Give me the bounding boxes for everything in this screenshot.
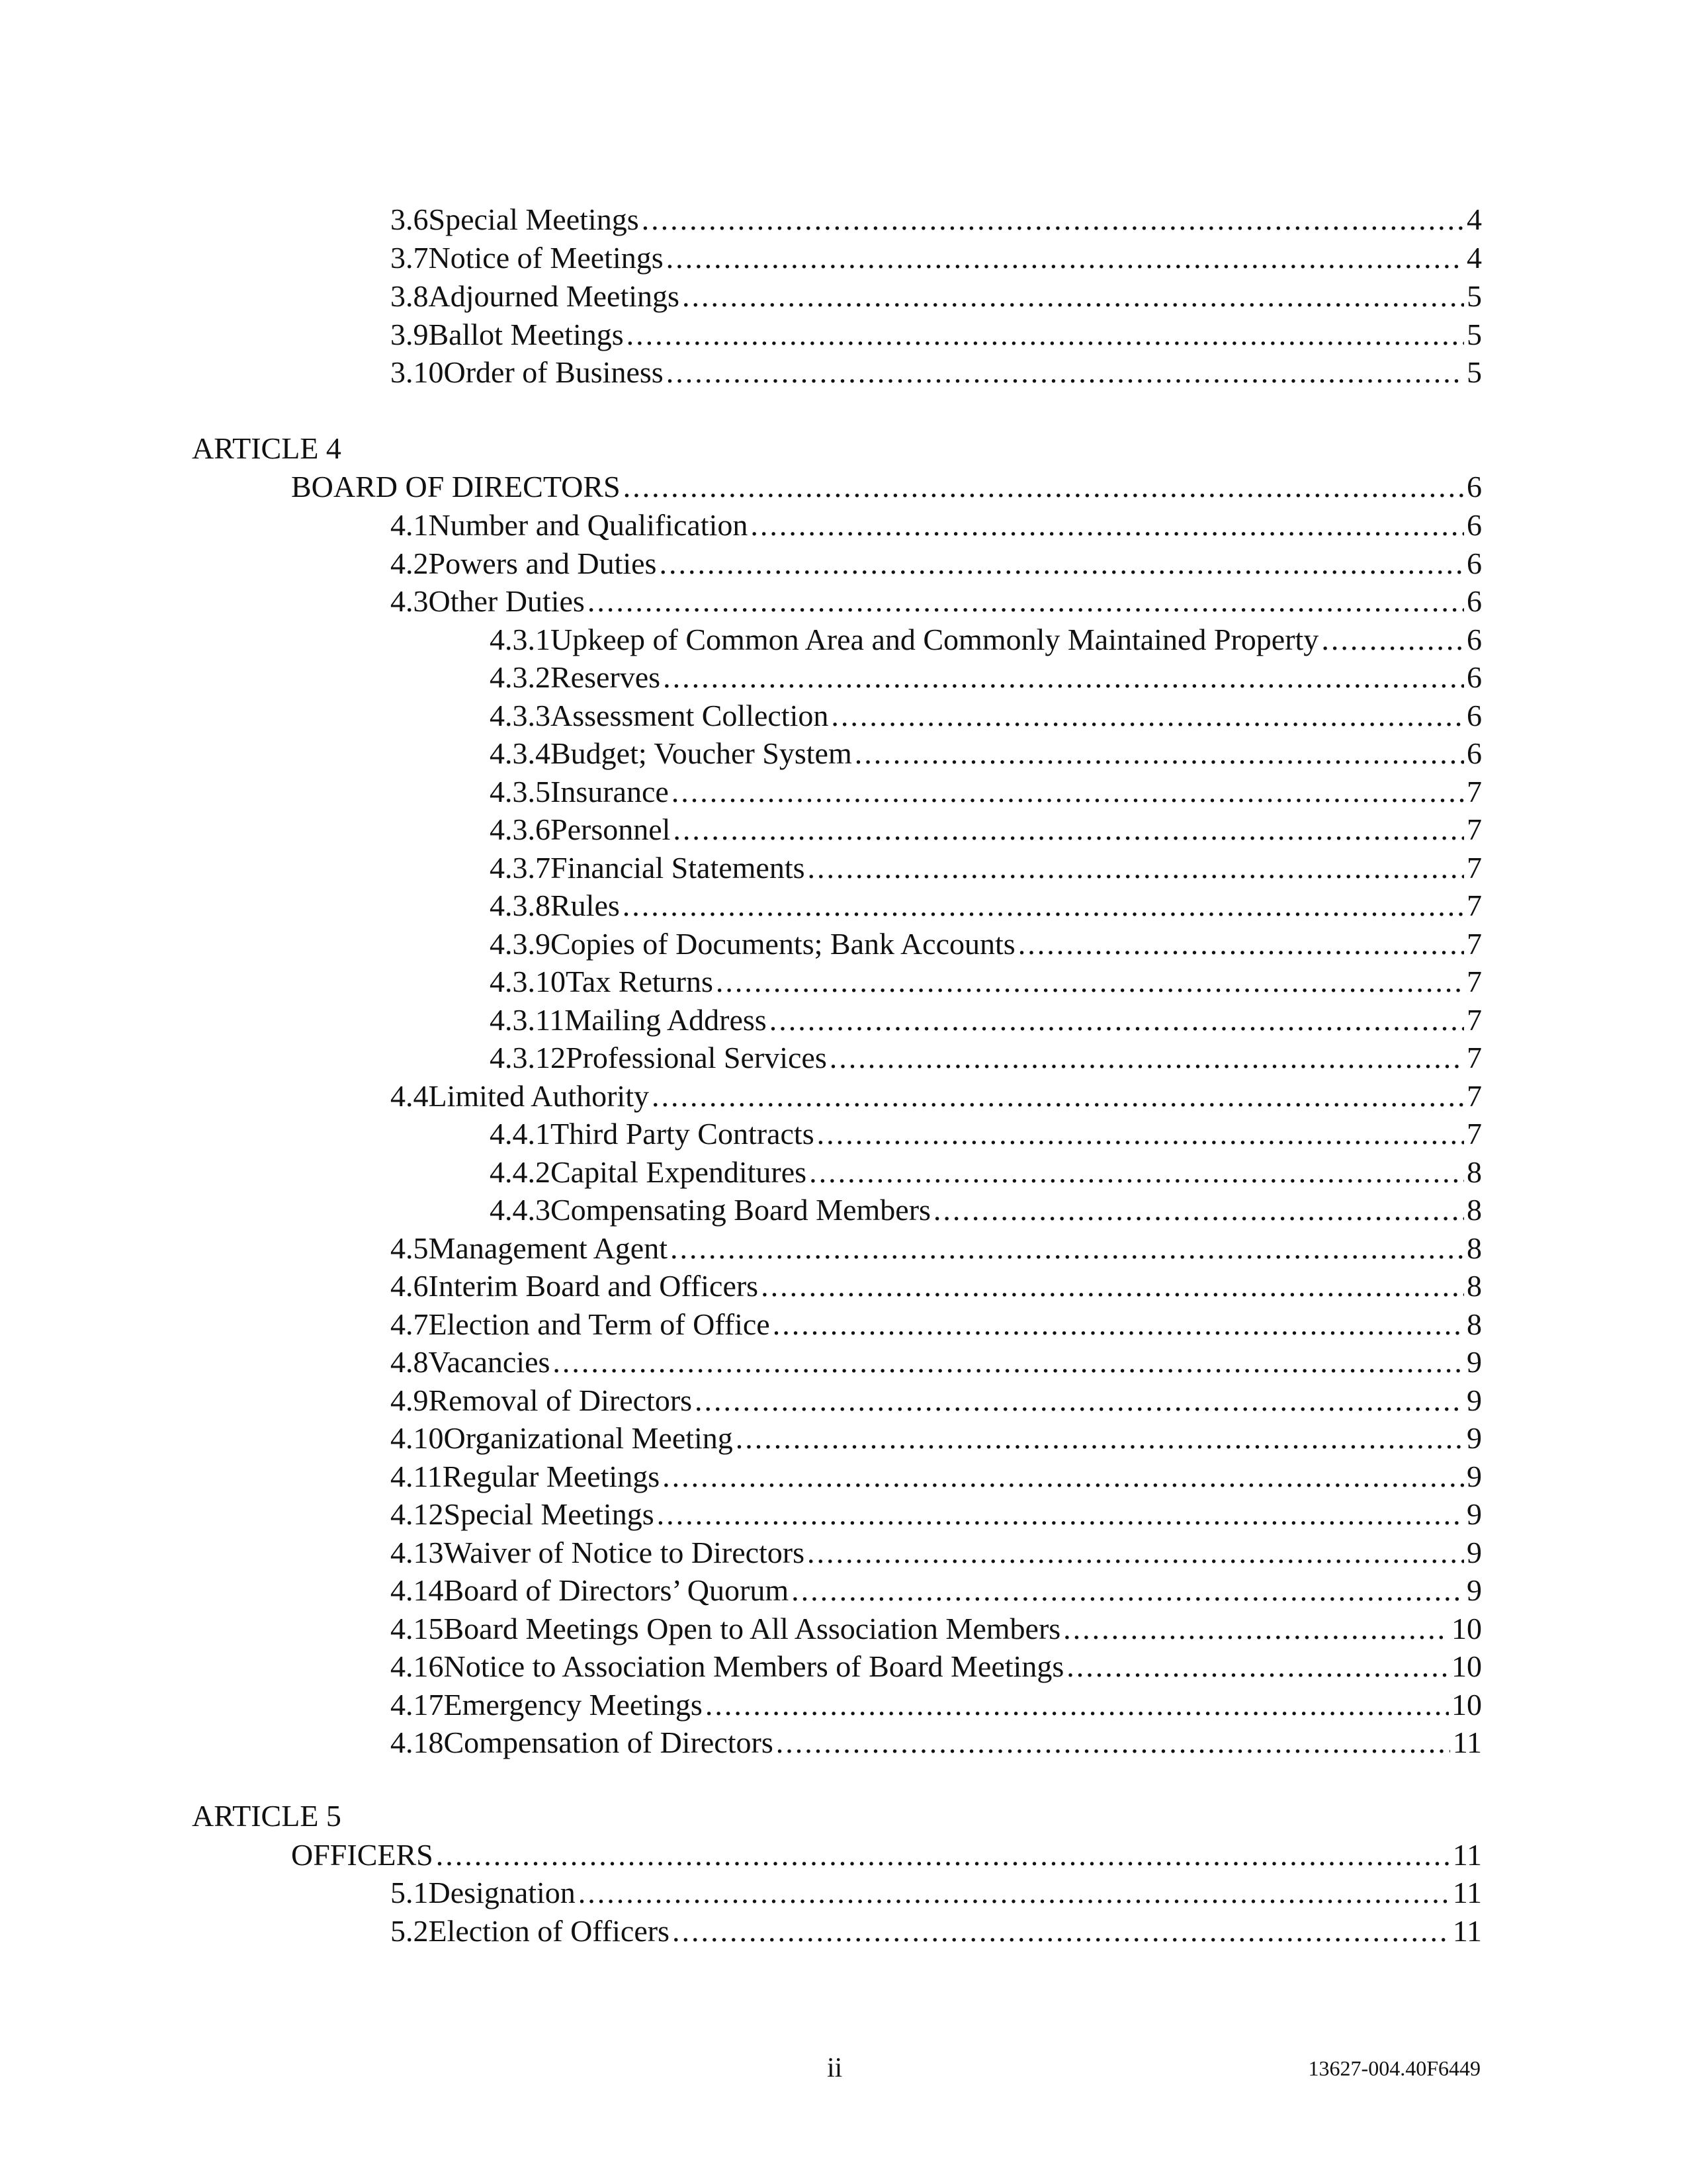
dot-leader [657,1495,1464,1534]
entry-number: 4.3.5 [490,774,550,808]
entry-page: 6 [1467,660,1482,694]
entry-number: 4.15 [390,1611,444,1645]
toc-entry [390,316,1482,354]
entry-title: Upkeep of Common Area and Commonly Maintained Property [550,622,1319,656]
entry-number: 4.3.12 [490,1041,566,1074]
entry-number: 4.3.11 [490,1002,565,1037]
entry-number: 4.3.6 [490,812,550,846]
entry-title: Rules [550,889,620,922]
entry-page: 8 [1467,1231,1482,1265]
entry-title: Capital Expenditures [550,1155,807,1189]
dot-leader [855,734,1464,773]
entry-title: Personnel [550,812,671,846]
article-title: BOARD OF DIRECTORS [291,470,621,503]
entry-page: 11 [1452,1725,1482,1759]
entry-title: Number and Qualification [428,508,748,542]
toc-subentry [490,1001,1482,1039]
entry-title: Insurance [550,774,669,808]
toc-entry [390,1267,1482,1305]
entry-number: 4.3.8 [490,889,550,922]
dot-leader [831,697,1464,735]
entry-number: 4.14 [390,1573,444,1607]
entry-number: 4.3.9 [490,926,550,961]
entry-page: 8 [1467,1269,1482,1303]
entry-title: Designation [428,1876,576,1909]
entry-number: 3.10 [390,355,444,389]
entry-number: 4.4.2 [490,1155,550,1189]
entry-page: 6 [1467,622,1482,656]
toc-entry [390,1912,1482,1950]
dot-leader [578,1874,1450,1912]
toc-subentry [490,1115,1482,1153]
footer-document-id: 13627-004.40F6449 [1308,2056,1481,2080]
entry-title: Removal of Directors [428,1383,693,1417]
toc-subentry [490,1039,1482,1077]
entry-page: 9 [1467,1535,1482,1569]
toc-entry [390,545,1482,583]
entry-title: Special Meetings [443,1497,654,1531]
dot-leader [809,1153,1464,1192]
entry-number: 5.1 [390,1876,429,1909]
entry-page: 8 [1467,1307,1482,1341]
dot-leader [933,1191,1464,1229]
toc-entry [390,1610,1482,1648]
entry-page: 7 [1467,1078,1482,1113]
dot-leader [750,506,1464,545]
entry-title: Assessment Collection [550,698,829,732]
toc-subentry [490,1191,1482,1229]
entry-page: 6 [1467,736,1482,770]
dot-leader [662,1458,1464,1496]
entry-page: 9 [1467,1573,1482,1607]
toc-subentry [490,621,1482,659]
entry-title: Other Duties [428,584,585,618]
toc-entry [390,1077,1482,1115]
entry-page: 6 [1467,698,1482,732]
entry-page: 9 [1467,1459,1482,1493]
toc-entry [390,1458,1482,1496]
entry-title: Notice of Meetings [428,241,664,275]
entry-page: 6 [1467,546,1482,580]
entry-page: 6 [1467,470,1482,503]
entry-page: 6 [1467,508,1482,542]
entry-page: 5 [1467,318,1482,351]
dot-leader [1321,621,1464,659]
toc-entry [390,1534,1482,1572]
entry-title: Management Agent [428,1231,668,1265]
entry-title: Notice to Association Members of Board Meetings [443,1649,1064,1683]
entry-number: 4.8 [390,1345,429,1379]
toc-subentry [490,887,1482,925]
toc-entry [390,277,1482,316]
entry-page: 11 [1452,1838,1482,1872]
toc-entry [390,1724,1482,1762]
toc-entry [390,1495,1482,1534]
dot-leader [627,316,1464,354]
footer-page-number: ii [827,2053,843,2083]
entry-page: 6 [1467,584,1482,618]
entry-page: 4 [1467,241,1482,275]
entry-number: 4.3.7 [490,850,550,885]
toc-entry [390,582,1482,621]
entry-number: 3.7 [390,241,429,275]
article-heading [291,1836,1482,1874]
entry-page: 10 [1451,1687,1482,1722]
entry-number: 4.3.10 [490,965,566,998]
entry-title: Third Party Contracts [550,1117,814,1151]
entry-title: Election and Term of Office [428,1307,770,1341]
entry-number: 4.4 [390,1078,429,1113]
entry-page: 10 [1451,1649,1482,1683]
article-heading [291,468,1482,506]
toc-entry [390,1686,1482,1724]
entry-number: 4.3.4 [490,736,550,770]
toc-entry [390,1419,1482,1458]
toc-entry [390,353,1482,392]
entry-number: 4.1 [390,508,429,542]
entry-title: Copies of Documents; Bank Accounts [550,926,1016,961]
entry-page: 5 [1467,279,1482,313]
entry-title: Budget; Voucher System [550,736,852,770]
dot-leader [672,1912,1450,1950]
toc-subentry [490,658,1482,697]
entry-title: Vacancies [428,1345,550,1379]
entry-title: Election of Officers [428,1913,670,1948]
entry-number: 4.4.3 [490,1193,550,1227]
entry-page: 7 [1467,1117,1482,1151]
toc-entry [390,1647,1482,1686]
entry-title: Limited Authority [428,1078,649,1113]
entry-page: 11 [1452,1913,1482,1948]
dot-leader [776,1724,1450,1762]
entry-number: 4.13 [390,1535,444,1569]
toc-subentry [490,1153,1482,1192]
entry-page: 10 [1451,1611,1482,1645]
dot-leader [761,1267,1464,1305]
toc-entry [390,239,1482,277]
toc-subentry [490,963,1482,1001]
toc-entry [390,1343,1482,1381]
entry-page: 7 [1467,926,1482,961]
toc-subentry [490,697,1482,735]
entry-title: Tax Returns [566,965,713,998]
toc-entry [390,1229,1482,1268]
entry-number: 4.16 [390,1649,444,1683]
entry-number: 5.2 [390,1913,429,1948]
toc-subentry [490,925,1482,963]
entry-page: 7 [1467,774,1482,808]
dot-leader [587,582,1464,621]
entry-number: 3.9 [390,318,429,351]
toc-entry [390,1305,1482,1344]
dot-leader [769,1001,1464,1039]
dot-leader [552,1343,1464,1381]
dot-leader [807,1534,1464,1572]
entry-page: 7 [1467,1002,1482,1037]
toc-entry [390,200,1482,239]
entry-page: 9 [1467,1345,1482,1379]
dot-leader [623,468,1464,506]
entry-title: Board of Directors’ Quorum [443,1573,789,1607]
entry-title: Special Meetings [428,202,639,236]
entry-page: 7 [1467,850,1482,885]
entry-page: 8 [1467,1155,1482,1189]
dot-leader [663,658,1464,697]
dot-leader [736,1419,1464,1458]
entry-title: Interim Board and Officers [428,1269,759,1303]
entry-title: Board Meetings Open to All Association Members [443,1611,1061,1645]
entry-title: Organizational Meeting [443,1421,733,1455]
entry-title: Ballot Meetings [428,318,624,351]
article-label: ARTICLE 5 [192,1799,341,1833]
toc-subentry [490,734,1482,773]
entry-number: 4.3.1 [490,622,550,656]
entry-page: 11 [1452,1876,1482,1909]
entry-page: 7 [1467,812,1482,846]
entry-title: Powers and Duties [428,546,657,580]
entry-number: 4.3.2 [490,660,550,694]
entry-page: 7 [1467,889,1482,922]
dot-leader [436,1836,1450,1874]
entry-number: 4.17 [390,1687,444,1722]
entry-page: 8 [1467,1193,1482,1227]
dot-leader [682,277,1464,316]
dot-leader [666,239,1464,277]
entry-number: 3.8 [390,279,429,313]
toc-entry [390,1381,1482,1420]
entry-number: 4.4.1 [490,1117,550,1151]
entry-page: 7 [1467,1041,1482,1074]
dot-leader [705,1686,1449,1724]
entry-page: 4 [1467,202,1482,236]
dot-leader [808,849,1464,887]
dot-leader [642,200,1464,239]
entry-number: 4.9 [390,1383,429,1417]
dot-leader [652,1077,1464,1115]
entry-number: 3.6 [390,202,429,236]
entry-number: 4.3 [390,584,429,618]
toc-subentry [490,849,1482,887]
dot-leader [666,353,1464,392]
entry-number: 4.18 [390,1725,444,1759]
entry-page: 5 [1467,355,1482,389]
article-label: ARTICLE 4 [192,431,341,465]
entry-number: 4.11 [390,1459,443,1493]
dot-leader [716,963,1464,1001]
entry-number: 4.6 [390,1269,429,1303]
entry-title: Professional Services [566,1041,827,1074]
entry-title: Waiver of Notice to Directors [443,1535,805,1569]
toc-entry [390,1874,1482,1912]
dot-leader [1018,925,1464,963]
entry-title: Financial Statements [550,850,805,885]
dot-leader [695,1381,1464,1420]
entry-title: Regular Meetings [442,1459,660,1493]
dot-leader [1066,1647,1449,1686]
dot-leader [673,810,1464,849]
entry-title: Mailing Address [564,1002,767,1037]
entry-title: Order of Business [443,355,664,389]
toc-entry [390,1571,1482,1610]
entry-page: 9 [1467,1383,1482,1417]
entry-number: 4.12 [390,1497,444,1531]
toc-subentry [490,810,1482,849]
entry-title: Compensation of Directors [443,1725,773,1759]
entry-number: 4.3.3 [490,698,550,732]
entry-title: Emergency Meetings [443,1687,703,1722]
entry-title: Adjourned Meetings [428,279,679,313]
entry-page: 9 [1467,1497,1482,1531]
entry-number: 4.2 [390,546,429,580]
entry-title: Compensating Board Members [550,1193,931,1227]
dot-leader [670,1229,1464,1268]
entry-number: 4.10 [390,1421,444,1455]
entry-number: 4.7 [390,1307,429,1341]
dot-leader [671,773,1464,811]
entry-page: 7 [1467,965,1482,998]
dot-leader [1063,1610,1449,1648]
article-title: OFFICERS [291,1838,433,1872]
dot-leader [659,545,1464,583]
dot-leader [791,1571,1464,1610]
toc-entry [390,506,1482,545]
entry-number: 4.5 [390,1231,429,1265]
toc-subentry [490,773,1482,811]
dot-leader [830,1039,1464,1077]
dot-leader [623,887,1464,925]
dot-leader [773,1305,1464,1344]
entry-page: 9 [1467,1421,1482,1455]
dot-leader [817,1115,1464,1153]
entry-title: Reserves [550,660,661,694]
